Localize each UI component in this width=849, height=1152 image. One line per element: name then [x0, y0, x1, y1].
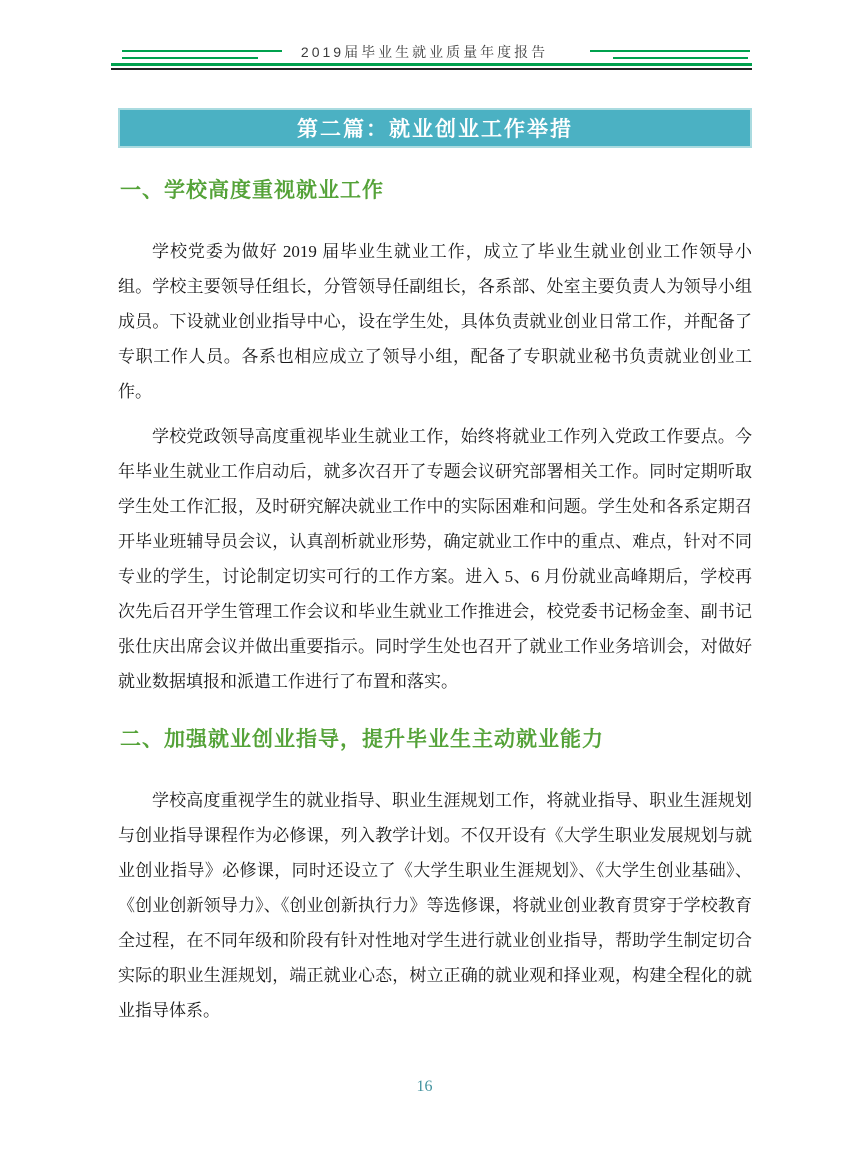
content-area: [118, 148, 752, 1038]
page-number: 16: [416, 1078, 433, 1095]
section-1-heading: 一、学校高度重视就业工作: [120, 179, 384, 202]
header-rule-dark: [111, 68, 752, 70]
header-decor-line-left-top: [122, 50, 282, 52]
section-2-heading: 二、加强就业创业指导，提升毕业生主动就业能力: [120, 728, 604, 751]
header-decor-line-left-bottom: [122, 57, 258, 59]
chapter-banner: [118, 108, 752, 148]
header-decor-line-right-bottom: [613, 57, 748, 59]
section-2-paragraph-1: 学校高度重视学生的就业指导、职业生涯规划工作，将就业指导、职业生涯规划与创业指导课程作为必修课，列入教学计划。不仅开设有《大学生职业发展规划与就业创业指导》必修课，同时还设立了《大学生职业生涯规划》、《大学生创业基础》、《创业创新领导力》、《创业创新执行力》等选修课，将就业创业教育贯穿于学校教育全过程，在不同年级和阶段有针对性地对学生进行就业创业指导，帮助学生制定切合实际的职业生涯规划，端正就业心态，树立正确的就业观和择业观，构建全程化的就业指导体系。: [118, 791, 752, 1020]
chapter-banner-title: 第二篇：就业创业工作举措: [297, 118, 573, 141]
header-rule-green: [111, 63, 752, 66]
section-1-paragraph-1: 学校党委为做好 2019 届毕业生就业工作，成立了毕业生就业创业工作领导小组。学校主要领导任组长，分管领导任副组长，各系部、处室主要负责人为领导小组成员。下设就业创业指导中心，设在学生处，具体负责就业创业日常工作，并配备了专职工作人员。各系也相应成立了领导小组，配备了专职就业秘书负责就业创业工作。: [118, 242, 752, 401]
header-title: 2019届毕业生就业质量年度报告: [300, 44, 549, 60]
header-decor-line-right-top: [590, 50, 750, 52]
section-1-paragraph-2: 学校党政领导高度重视毕业生就业工作，始终将就业工作列入党政工作要点。今年毕业生就业工作启动后，就多次召开了专题会议研究部署相关工作。同时定期听取学生处工作汇报，及时研究解决就业工作中的实际困难和问题。学生处和各系定期召开毕业班辅导员会议，认真剖析就业形势，确定就业工作中的重点、难点，针对不同专业的学生，讨论制定切实可行的工作方案。进入 5、6 月份就业高峰期后，学校再次先后召开学生管理工作会议和毕业生就业工作推进会，校党委书记杨金奎、副书记张仕庆出席会议并做出重要指示。同时学生处也召开了就业工作业务培训会，对做好就业数据填报和派遣工作进行了布置和落实。: [118, 427, 752, 691]
